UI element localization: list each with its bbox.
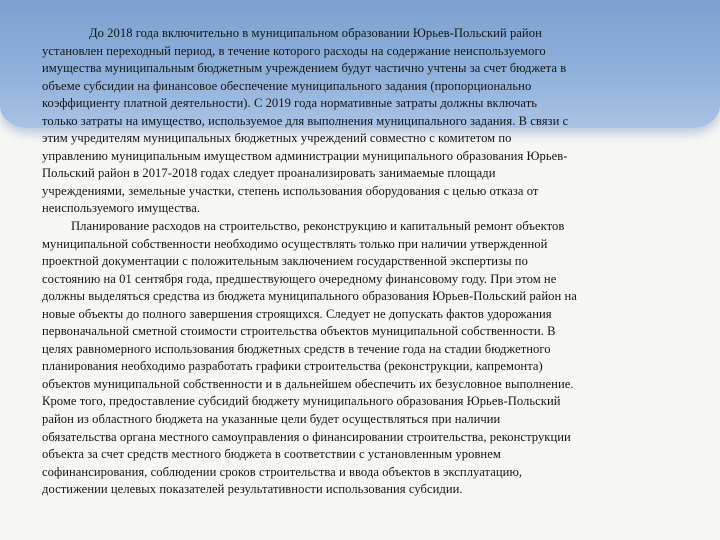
text-line: объеме субсидии на финансовое обеспечение муниципального задания (пропорционально [42, 78, 532, 93]
text-line: объектов муниципальной собственности и в дальнейшем обеспечить их безусловное выполнение. [42, 376, 574, 391]
paragraph-1 [42, 25, 682, 218]
text-line: Кроме того, предоставление субсидий бюджету муниципального образования Юрьев-Польский [42, 394, 561, 409]
text-line: До 2018 года включительно в муниципальном образовании Юрьев-Польский район [89, 26, 542, 40]
text-line: достижении целевых показателей результативности использования субсидии. [42, 482, 463, 497]
text-line: Польский район в 2017-2018 годах следует проанализировать занимаемые площади [42, 166, 496, 181]
text-line: первоначальной сметной стоимости строительства объектов муниципальной собственности. В [42, 324, 556, 339]
text-line: управлению муниципальным имуществом администрации муниципального образования Юрьев- [42, 148, 568, 163]
text-line: только затраты на имущество, используемое для выполнения муниципального задания. В связи с [42, 113, 569, 128]
text-line: объекта за счет средств местного бюджета в соответствии с установленным уровнем [42, 447, 501, 462]
text-line: состоянию на 01 сентября года, предшествующего очередному финансовому году. При этом не [42, 271, 557, 286]
text-line: планирования необходимо разработать графики строительства (реконструкции, капремонта) [42, 359, 543, 374]
text-line: новые объекты до полного завершения строящихся. Следует не допускать фактов удорожания [42, 306, 552, 321]
text-line: неиспользуемого имущества. [42, 201, 201, 216]
text-line: муниципальной собственности необходимо осуществлять только при наличии утвержденной [42, 236, 548, 251]
text-line: установлен переходный период, в течение которого расходы на содержание неиспользуемого [42, 43, 546, 58]
text-line: целях равномерного использования бюджетных средств в течение года на стадии бюджетного [42, 341, 551, 356]
text-line: коэффициенту платной деятельности). С 2019 года нормативные затраты должны включать [42, 96, 538, 111]
text-line: учреждениями, земельные участки, степень использования оборудования с целью отказа от [42, 183, 539, 198]
paragraph-2 [42, 218, 682, 499]
text-line: район из областного бюджета на указанные цели будет осуществляться при наличии [42, 412, 501, 427]
document-body [42, 25, 682, 499]
text-line: проектной документации с положительным заключением государственной экспертизы по [42, 254, 528, 269]
text-line: имущества муниципальным бюджетным учреждением будут частично учтены за счет бюджета в [42, 61, 567, 76]
text-line: обязательства органа местного самоуправления о финансировании строительства, реконструкции [42, 429, 571, 444]
text-line: этим учредителям муниципальных бюджетных учреждений совместно с комитетом по [42, 131, 512, 146]
text-line: должны выделяться средства из бюджета муниципального образования Юрьев-Польский район на [42, 289, 577, 304]
text-line: Планирование расходов на строительство, реконструкцию и капитальный ремонт объектов [71, 219, 565, 234]
text-line: софинансирования, соблюдении сроков строительства и ввода объектов в эксплуатацию, [42, 464, 523, 479]
